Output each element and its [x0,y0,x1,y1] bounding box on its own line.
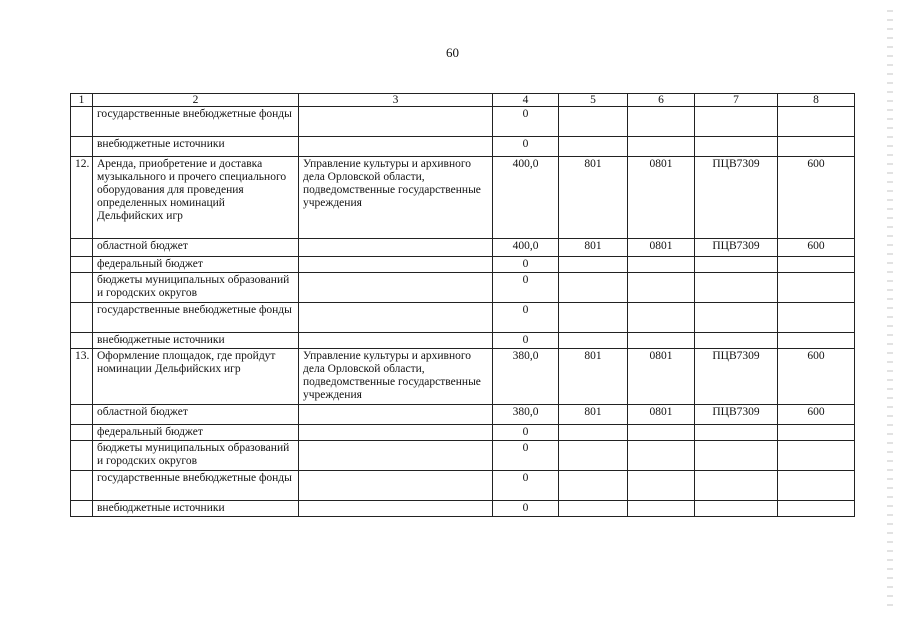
executor-cell [299,303,493,333]
code-5-cell [559,273,628,303]
code-7-cell [695,273,778,303]
row-number-cell: 13. [71,349,93,405]
code-6-cell [628,333,695,349]
executor-cell [299,239,493,257]
executor-cell [299,425,493,441]
row-number-cell [71,107,93,137]
code-8-cell: 600 [778,405,855,425]
code-6-cell: 0801 [628,405,695,425]
description-cell: федеральный бюджет [93,425,299,441]
page-number: 60 [446,45,459,60]
code-8-cell [778,501,855,517]
code-7-cell [695,441,778,471]
row-number-cell [71,273,93,303]
executor-cell [299,501,493,517]
header-cell: 8 [778,94,855,107]
header-cell: 1 [71,94,93,107]
code-8-cell [778,471,855,501]
row-number-cell [71,137,93,157]
row-number-cell [71,471,93,501]
row-number-cell [71,239,93,257]
description-cell: областной бюджет [93,405,299,425]
header-cell: 2 [93,94,299,107]
amount-cell: 0 [493,333,559,349]
header-cell: 5 [559,94,628,107]
executor-cell [299,471,493,501]
code-7-cell: ПЦВ7309 [695,405,778,425]
code-5-cell [559,137,628,157]
executor-cell [299,137,493,157]
code-7-cell [695,501,778,517]
amount-cell: 0 [493,471,559,501]
executor-cell: Управление культуры и архивного дела Орловской области, подведомственные государственные учреждения [299,157,493,239]
executor-cell [299,257,493,273]
executor-cell: Управление культуры и архивного дела Орловской области, подведомственные государственные учреждения [299,349,493,405]
code-8-cell [778,333,855,349]
header-cell: 7 [695,94,778,107]
code-5-cell [559,257,628,273]
table-row [71,303,855,333]
header-row [71,94,855,107]
description-cell: областной бюджет [93,239,299,257]
code-6-cell [628,273,695,303]
table-row [71,257,855,273]
row-number-cell [71,441,93,471]
code-5-cell [559,425,628,441]
row-number-cell [71,405,93,425]
code-7-cell [695,333,778,349]
amount-cell: 0 [493,425,559,441]
code-6-cell [628,107,695,137]
description-cell: государственные внебюджетные фонды [93,471,299,501]
code-7-cell [695,257,778,273]
code-7-cell [695,137,778,157]
code-6-cell [628,471,695,501]
code-6-cell [628,257,695,273]
code-5-cell [559,501,628,517]
amount-cell: 380,0 [493,405,559,425]
amount-cell: 0 [493,273,559,303]
code-6-cell: 0801 [628,239,695,257]
table-row [71,405,855,425]
code-7-cell [695,471,778,501]
code-7-cell [695,425,778,441]
code-6-cell: 0801 [628,349,695,405]
table-row [71,501,855,517]
row-number-cell [71,303,93,333]
executor-cell [299,441,493,471]
description-cell: государственные внебюджетные фонды [93,303,299,333]
code-6-cell [628,303,695,333]
description-cell: Аренда, приобретение и доставка музыкального и прочего специального оборудования для проведения определенных номинаций Дельфийских игр [93,157,299,239]
code-5-cell [559,471,628,501]
scan-edge-marks [887,10,893,610]
code-8-cell [778,137,855,157]
executor-cell [299,333,493,349]
header-cell: 6 [628,94,695,107]
code-8-cell: 600 [778,349,855,405]
table-row [71,107,855,137]
code-5-cell: 801 [559,349,628,405]
code-5-cell: 801 [559,239,628,257]
code-7-cell [695,107,778,137]
code-6-cell [628,441,695,471]
row-number-cell [71,501,93,517]
code-5-cell [559,107,628,137]
table-body [71,107,855,517]
code-8-cell: 600 [778,157,855,239]
amount-cell: 0 [493,257,559,273]
amount-cell: 380,0 [493,349,559,405]
header-cell: 3 [299,94,493,107]
table-row [71,349,855,405]
table-row [71,471,855,501]
amount-cell: 400,0 [493,157,559,239]
budget-table [70,93,855,517]
code-5-cell [559,333,628,349]
code-6-cell [628,137,695,157]
table-row [71,239,855,257]
row-number-cell [71,425,93,441]
code-8-cell [778,273,855,303]
description-cell: внебюджетные источники [93,333,299,349]
table-row [71,441,855,471]
amount-cell: 400,0 [493,239,559,257]
description-cell: Оформление площадок, где пройдут номинации Дельфийских игр [93,349,299,405]
code-7-cell [695,303,778,333]
table-row [71,273,855,303]
table-row [71,137,855,157]
description-cell: федеральный бюджет [93,257,299,273]
amount-cell: 0 [493,137,559,157]
table-row [71,157,855,239]
code-8-cell: 600 [778,239,855,257]
code-5-cell: 801 [559,157,628,239]
code-7-cell: ПЦВ7309 [695,349,778,405]
description-cell: бюджеты муниципальных образований и городских округов [93,441,299,471]
code-8-cell [778,303,855,333]
code-5-cell: 801 [559,405,628,425]
executor-cell [299,273,493,303]
code-8-cell [778,257,855,273]
amount-cell: 0 [493,107,559,137]
description-cell: внебюджетные источники [93,137,299,157]
amount-cell: 0 [493,441,559,471]
description-cell: государственные внебюджетные фонды [93,107,299,137]
amount-cell: 0 [493,303,559,333]
row-number-cell [71,257,93,273]
code-6-cell [628,501,695,517]
code-7-cell: ПЦВ7309 [695,239,778,257]
code-8-cell [778,441,855,471]
code-5-cell [559,441,628,471]
row-number-cell [71,333,93,349]
code-6-cell [628,425,695,441]
code-6-cell: 0801 [628,157,695,239]
code-7-cell: ПЦВ7309 [695,157,778,239]
code-5-cell [559,303,628,333]
table-row [71,333,855,349]
header-cell: 4 [493,94,559,107]
executor-cell [299,405,493,425]
executor-cell [299,107,493,137]
row-number-cell: 12. [71,157,93,239]
code-8-cell [778,425,855,441]
table-row [71,425,855,441]
description-cell: внебюджетные источники [93,501,299,517]
description-cell: бюджеты муниципальных образований и городских округов [93,273,299,303]
code-8-cell [778,107,855,137]
amount-cell: 0 [493,501,559,517]
